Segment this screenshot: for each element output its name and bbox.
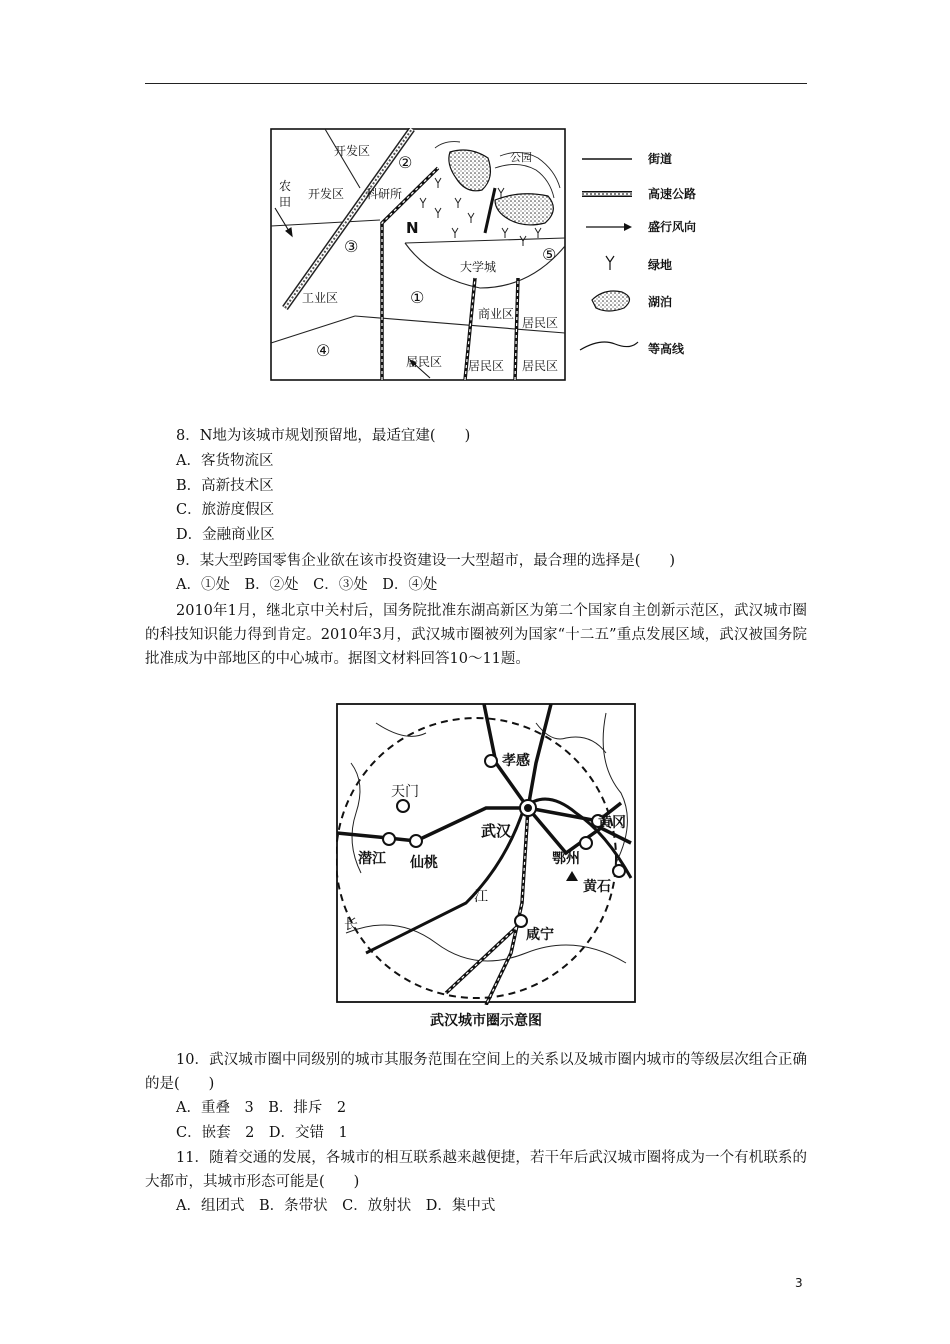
label-residential-2: 居民区 [406,355,443,369]
river-label-chang: 长 [344,917,358,933]
map-legend [580,151,696,356]
label-university: 大学城 [460,260,497,274]
city-tianmen: 天门 [391,784,419,800]
city-planning-map [270,128,710,383]
q11-options: A．组团式 B．条带状 C．放射状 D．集中式 [176,1198,496,1214]
label-site-5: ⑤ [542,245,557,264]
label-site-1: ① [410,288,425,307]
legend-lake: 湖泊 [648,295,673,309]
passage: 2010年1月，继北京中关村后，国务院批准东湖高新区为第二个国家自主创新示范区，武汉城市圈的科技知识能力得到肯定。2010年3月，武汉城市圈被列为国家“十二五”重点发展区域，武汉被国务院批准成为中部地区的中心城市。据图文材料回答10～11题。 [145,603,807,667]
label-commerce: 商业区 [478,307,515,321]
legend-street: 街道 [648,152,673,166]
q11-stem: 11．随着交通的发展，各城市的相互联系越来越便捷，若干年后武汉城市圈将成为一个有机联系的大都市，其城市形态可能是( ) [145,1150,807,1190]
page-number: 3 [795,1276,803,1290]
label-residential-4: 居民区 [522,359,559,373]
label-site-4: ④ [316,341,331,360]
label-industry: 工业区 [302,291,339,305]
wuhan-city-circle-map [336,703,636,1005]
label-dev-zone-2: 开发区 [308,187,345,201]
q9-options: A．①处 B．②处 C．③处 D．④处 [176,577,438,593]
legend-contour: 等高线 [648,342,685,356]
city-ezhou: 鄂州 [552,851,580,867]
q8-stem: 8．N地为该城市规划预留地，最适宜建( ) [176,428,471,444]
city-xianning: 咸宁 [526,927,554,943]
label-dev-zone-1: 开发区 [334,144,371,158]
q8-option-b: B．高新技术区 [176,478,274,494]
city-wuhan: 武汉 [481,822,512,840]
city-huangshi: 黄石 [583,879,611,895]
legend-green: 绿地 [648,258,673,272]
q10-options-ab: A．重叠 3 B．排斥 2 [176,1100,347,1116]
label-site-2: ② [398,153,413,172]
legend-highway: 高速公路 [648,187,697,201]
q8-option-d: D．金融商业区 [176,527,275,543]
label-residential-3: 居民区 [468,359,505,373]
label-farmland-b: 田 [279,195,292,209]
city-huanggang: 黄冈 [598,815,626,831]
label-residential-1: 居民区 [522,316,559,330]
q9-stem: 9．某大型跨国零售企业欲在该市投资建设一大型超市，最合理的选择是( ) [176,553,676,569]
city-xiantao: 仙桃 [410,855,438,871]
city-xiaogan: 孝感 [502,753,530,769]
label-park: 公园 [510,151,532,164]
label-site-3: ③ [344,237,359,256]
header-rule [145,83,807,84]
q8-option-c: C．旅游度假区 [176,502,275,518]
map-caption: 武汉城市圈示意图 [430,1013,542,1029]
q8-option-a: A．客货物流区 [176,453,274,469]
city-qianjiang: 潜江 [358,851,386,867]
q10-stem: 10．武汉城市圈中同级别的城市其服务范围在空间上的关系以及城市圈内城市的等级层次组合正确的是( ) [145,1052,807,1092]
river-label-jiang: 江 [474,889,488,905]
label-farmland-a: 农 [279,179,292,193]
legend-wind: 盛行风向 [648,220,697,234]
label-n: N [406,219,419,237]
label-research: 科研所 [366,187,403,201]
q10-options-cd: C．嵌套 2 D．交错 1 [176,1125,348,1141]
